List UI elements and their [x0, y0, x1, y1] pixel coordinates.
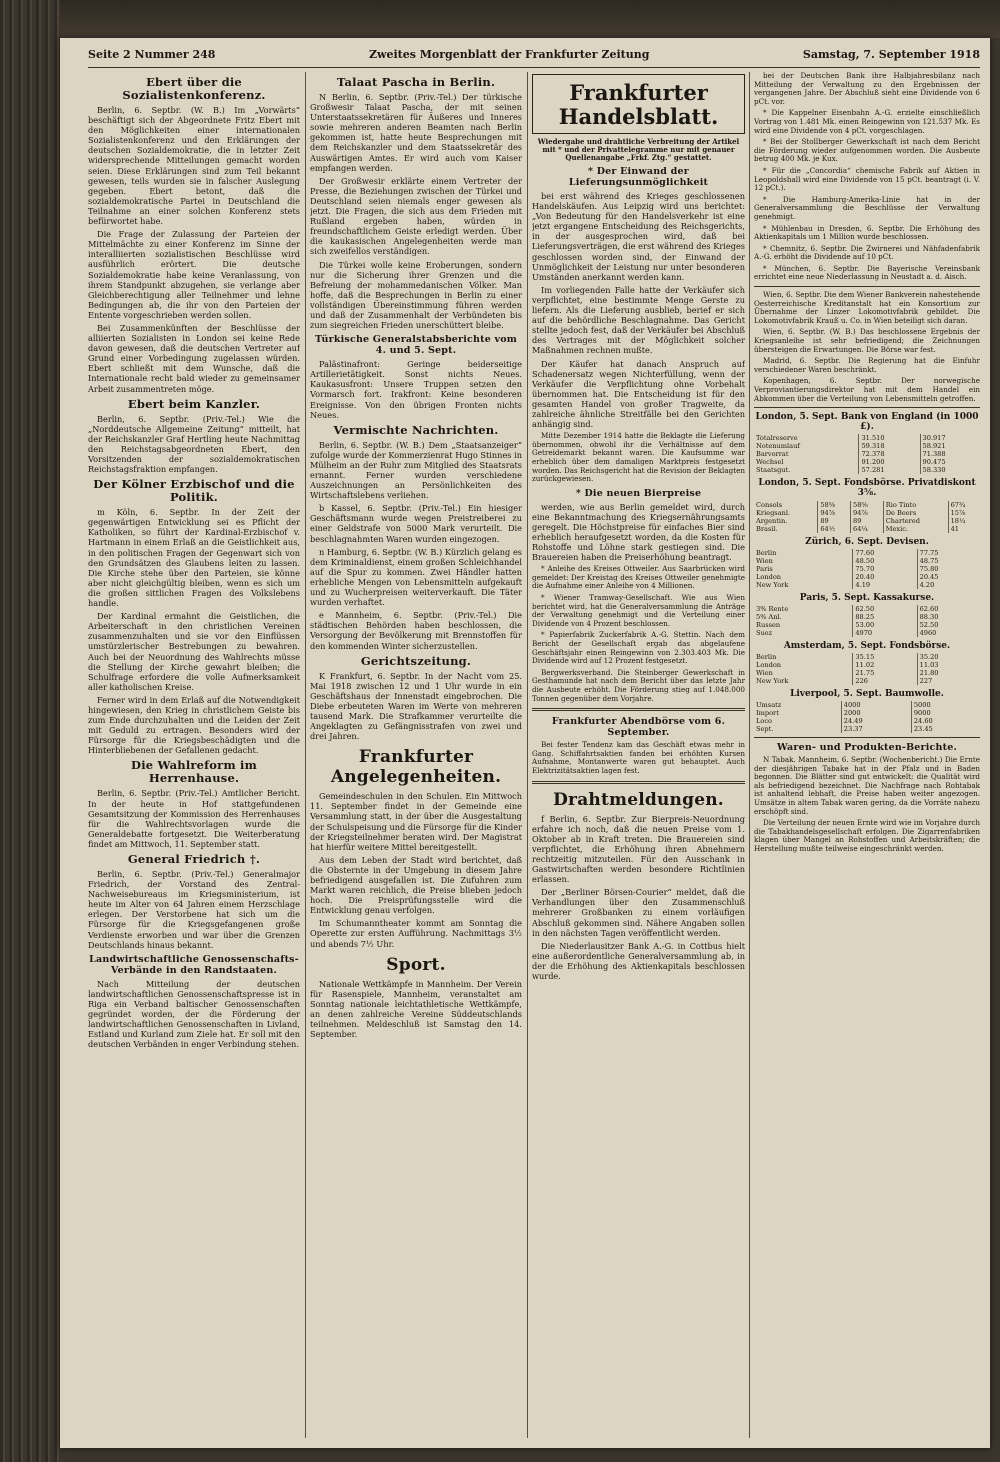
market-cell: 48.75 [919, 556, 939, 565]
market-cell: Loco [754, 717, 841, 725]
market-cell: 2000 [841, 709, 911, 717]
article-heading: Frankfurter Abendbörse vom 6. September. [551, 716, 726, 739]
market-cell: 30.917 [922, 434, 946, 443]
market-row [754, 501, 980, 509]
market-cell: 89 [851, 517, 884, 525]
article-paragraph: bei erst während des Krieges geschlossenen Handelskäufen. Aus Leipzig wird uns berichtet: „Von Bedeutung für den Handelsverkehr ist eine jetzt ergangene Entscheidung des Reichsgerichts, in der ausgesprochen wird, daß bei Lieferungsverträgen, die erst während des Krieges geschlossen worden sind, der Einwand der Unmöglichkeit der Leistung nur unter besonderen Umständen anerkannt werden kann. [532, 191, 745, 282]
market-cell: 89 [818, 517, 851, 525]
masthead-note: Wiedergabe und drahtliche Verbreitung der Artikel mit * und der Privattelegramme nur mit genauer Quellenangabe „Frkf. Ztg.“ gestattet. [537, 137, 740, 162]
market-cell: London [754, 573, 853, 581]
market-row [754, 581, 980, 589]
market-row [754, 653, 980, 661]
market-cell: 4.20 [919, 580, 935, 589]
market-cell: 5000 [913, 700, 931, 709]
market-cell: 58⅝ [818, 501, 851, 509]
article-paragraph: Aus dem Leben der Stadt wird berichtet, daß die Obsternte in der Umgebung in diesem Jahre befriedigend ausgefallen ist. Die Zufuhren zum Markt waren reichlich, die Preise blieben jedoch hoch. Die Preisprüfungsstelle wird die Entwicklung genau verfolgen. [310, 854, 522, 916]
header-edition: Zweites Morgenblatt der Frankfurter Zeitung [368, 47, 650, 61]
market-cell: 35.15 [853, 653, 917, 661]
article-heading: * Die neuen Bierpreise [575, 487, 702, 499]
column-1 [88, 72, 300, 1438]
market-cell: 88.30 [919, 612, 939, 621]
market-cell: 59.318 [859, 442, 920, 450]
article-paragraph: * München, 6. Septbr. Die Bayerische Vereinsbank errichtet eine neue Niederlassung in Neustadt a. d. Aisch. [754, 263, 980, 282]
market-cell: De Beers [883, 509, 948, 517]
article-paragraph: Nationale Wettkämpfe in Mannheim. Der Verein für Rasenspiele, Mannheim, veranstaltet am Sonntag nationale leichtathletische Wettkämpfe, an denen zahlreiche Vereine Süddeutschlands teilnehmen. Meldeschluß ist Samstag den 14. September. [310, 978, 522, 1040]
market-cell: Paris [754, 565, 853, 573]
market-cell: Chartered [883, 517, 948, 525]
header-page-number: Seite 2 Nummer 248 [88, 47, 216, 61]
market-row [754, 458, 980, 466]
article-paragraph: Berlin, 6. Septbr. (W. B.) Dem „Staatsanzeiger“ zufolge wurde der Kommerzienrat Hugo Stinnes in Mülheim an der Ruhr zum Mitglied des Staatsrats ernannt. Ferner wurden verschiedene Auszeichnungen an Persönlichkeiten des Wirtschaftslebens verliehen. [310, 439, 522, 501]
market-cell: New York [754, 677, 853, 685]
article-paragraph: Der „Berliner Börsen-Courier“ meldet, daß die Verhandlungen über den Zusammenschluß mehrerer Großbanken zu einem vorläufigen Abschluß gekommen sind. Nähere Angaben sollen in den nächsten Tagen veröffentlicht werden. [532, 887, 745, 938]
market-cell: 72.378 [859, 450, 920, 458]
article-paragraph: f Berlin, 6. Septbr. Zur Bierpreis-Neuordnung erfahre ich noch, daß die neuen Preise vom 1. Oktober ab in Kraft treten. Die Brauereien sind verpflichtet, die Erhöhung ihren Abnehmern rechtzeitig mitzuteilen. Für den Ausschank in Gastwirtschaften werden besondere Richtlinien erlassen. [532, 813, 745, 885]
article-heading: Ebert über die Sozialistenkonferenz. [122, 75, 266, 102]
page-edge-top [60, 0, 1000, 38]
market-cell: Wien [754, 557, 853, 565]
section-divider [532, 708, 745, 711]
article-heading: Talaat Pascha in Berlin. [336, 75, 496, 89]
section-masthead: Frankfurter Handelsblatt. [532, 74, 745, 134]
market-cell: 20.40 [853, 573, 917, 581]
market-cell: Import [754, 709, 841, 717]
market-cell: 53.00 [853, 621, 917, 629]
market-cell: 18¼ [950, 516, 966, 525]
market-cell: 226 [853, 677, 917, 685]
market-cell: 64½ [818, 525, 851, 533]
market-row [754, 629, 980, 637]
section-divider [754, 407, 980, 408]
market-cell: 4.19 [853, 581, 917, 589]
market-cell: 4000 [841, 701, 911, 709]
market-cell: Sept. [754, 725, 841, 733]
market-row [754, 621, 980, 629]
article-paragraph: * Papierfabrik Zuckerfabrik A.-G. Stettin. Nach dem Bericht der Gesellschaft ergab das abgelaufene Geschäftsjahr einen Reingewinn von 2.303.403 Mk. Die Dividende wird auf 12 Prozent festgesetzt. [532, 630, 745, 666]
article-heading: General Friedrich †. [127, 852, 261, 866]
market-cell: 15⅞ [950, 508, 966, 517]
market-cell: Consols [754, 501, 818, 509]
article-heading: Die Wahlreform im Herrenhause. [131, 758, 257, 786]
article-paragraph: Die Verteilung der neuen Ernte wird wie im Vorjahre durch die Tabakhandelsgesellschaft erfolgen. Die Zigarrenfabriken klagen über Mangel an Rohstoffen und Arbeitskräften; die Herstellung mußte teilweise eingeschränkt werden. [754, 818, 980, 853]
article-paragraph: N Tabak. Mannheim, 6. Septbr. (Wochenbericht.) Die Ernte der diesjährigen Tabake hat in der Pfalz und in Baden begonnen. Die Blätter sind gut entwickelt; die Qualität wird als befriedigend bezeichnet. Die Nachfrage nach Rohtabak ist anhaltend lebhaft, die Preise haben weiter angezogen. Umsätze in altem Tabak waren gering, da die Vorräte nahezu erschöpft sind. [754, 754, 980, 816]
market-row [754, 709, 980, 717]
market-row [754, 517, 980, 525]
article-heading: Drahtmeldungen. [553, 789, 724, 810]
market-cell: 58.330 [922, 466, 946, 475]
market-row [754, 725, 980, 733]
article-paragraph: Berlin, 6. Septbr. (W. B.) Im „Vorwärts“ beschäftigt sich der Abgeordnete Fritz Ebert mit den Möglichkeiten einer internationalen Sozialistenkonferenz und den Erklärungen der deutschen Sozialdemokratie, die in letzter Zeit widersprechende Mitteilungen gemacht worden seien. Diese Erklärungen sind zum Teil bekannt gewesen, teils wurden sie in falscher Auslegung gegeben. Ebert betont, daß die sozialdemokratische Partei in Deutschland die Teilnahme an einer solchen Konferenz stets befürwortet habe. [88, 105, 300, 227]
article-paragraph: Gemeindeschulen in den Schulen. Ein Mittwoch 11. September findet in der Gemeinde eine Versammlung statt, in der über die Ausgestaltung der Schulspeisung und die Fürsorge für die Kinder der Kriegsteilnehmer beraten wird. Der Magistrat hat hierfür weitere Mittel bereitgestellt. [310, 791, 522, 852]
article-heading: Ebert beim Kanzler. [127, 396, 261, 411]
market-cell: Staatsgut. [754, 466, 859, 474]
article-paragraph: Der Käufer hat danach Anspruch auf Schadenersatz wegen Nichterfüllung, wenn der Verkäufer die Verpflichtung ohne Vorbehalt übernommen hat. Die Entscheidung ist für den gesamten Handel von großer Tragweite, da zahlreiche ähnliche Streitfälle bei den Gerichten anhängig sind. [532, 358, 745, 430]
running-head [88, 44, 980, 68]
market-cell: Brasil. [754, 525, 818, 533]
market-table-title: Liverpool, 5. Sept. Baumwolle. [790, 688, 944, 699]
market-table-title: Amsterdam, 5. Sept. Fondsbörse. [783, 640, 951, 651]
market-cell: Berlin [754, 653, 853, 661]
article-paragraph: Mitte Dezember 1914 hatte die Beklagte die Lieferung übernommen, obwohl ihr die Verhältnisse auf dem Getreidemarkt bekannt waren. Die Kaufsumme war erheblich über dem damaligen Marktpreis festgesetzt worden. Das Reichsgericht hat die Revision der Beklagten zurückgewiesen. [532, 431, 745, 484]
market-cell: Wechsel [754, 458, 859, 466]
market-cell: 58⅝ [851, 501, 884, 509]
market-table-title: Paris, 5. Sept. Kassakurse. [799, 592, 935, 603]
article-heading: Türkische Generalstabsberichte vom 4. und 5. Sept. [314, 334, 518, 357]
market-cell: Rio Tinto [883, 501, 948, 509]
column-2 [310, 72, 522, 1438]
market-cell: Notenumlauf [754, 442, 859, 450]
market-cell: 58.921 [922, 442, 946, 451]
market-row [754, 669, 980, 677]
newspaper-page [60, 38, 990, 1448]
article-heading: Vermischte Nachrichten. [333, 422, 499, 437]
market-cell: 94⅞ [851, 509, 884, 517]
market-table [754, 653, 980, 685]
column-rule [749, 72, 750, 1438]
market-cell: 31.510 [859, 434, 920, 442]
article-heading: Frankfurter Angelegenheiten. [330, 747, 502, 788]
market-row [754, 677, 980, 685]
article-paragraph: Wien, 6. Septbr. Die dem Wiener Bankverein nahestehende Oesterreichische Kreditanstalt hat ein Konsortium zur Übernahme der Linzer Lokomotivfabrik gebildet. Die Lokomotivfabrik Krauß u. Co. in Wien beteiligt sich daran. [754, 290, 980, 325]
column-4 [754, 72, 980, 1438]
market-table [754, 549, 980, 589]
market-cell: 21.80 [919, 668, 939, 677]
market-row [754, 509, 980, 517]
article-paragraph: Berlin, 6. Septbr. (Priv.-Tel.) Generalmajor Friedrich, der Vorstand des Zentral-Nachweisebureaus im Kriegsministerium, ist heute im Alter von 64 Jahren einem Herzschlage erlegen. Der Verstorbene hat sich um die Fürsorge für die Kriegsgefangenen große Verdienste erworben und war über die Grenzen Deutschlands hinaus bekannt. [88, 869, 300, 950]
article-paragraph: Kopenhagen, 6. Septbr. Der norwegische Verproviantierungsdirektor hat mit dem Handel ein Abkommen über die Verteilung von Lebensmitteln getroffen. [754, 376, 980, 403]
market-cell: 23.37 [841, 725, 911, 733]
market-cell: Barvorrat [754, 450, 859, 458]
article-paragraph: * Anleihe des Kreises Ottweiler. Aus Saarbrücken wird gemeldet: Der Kreistag des Kreises Ottweiler genehmigte die Aufnahme einer Anleihe von 4 Millionen. [532, 564, 745, 591]
market-cell: London [754, 661, 853, 669]
market-table [754, 434, 980, 474]
article-paragraph: bei der Deutschen Bank ihre Halbjahresbilanz nach Mitteilung der Verwaltung zu den Ergebnissen der vergangenen Jahre. Der Abschluß sieht eine Dividende von 6 pCt. vor. [754, 72, 980, 106]
article-paragraph: Bei Zusammenkünften der Beschlüsse der alliierten Sozialisten in London sei keine Rede davon gewesen, daß die deutschen Vertreter auf Grund einer Vorbedingung zugelassen würden. Ebert schließt mit dem Wunsche, daß die Internationale recht bald wieder zu gemeinsamer Arbeit zusammentreten möge. [88, 322, 300, 394]
article-paragraph: Berlin, 6. Septbr. (Priv.-Tel.) Amtlicher Bericht. In der heute in Hof stattgefundenen Gesamtsitzung der Kommission des Herrenhauses für die Wahlrechtsvorlagen wurde die Generaldebatte fortgesetzt. Die Weiterberatung findet am Mittwoch, 11. September statt. [88, 788, 300, 849]
article-heading: Waren- und Produkten-Berichte. [777, 741, 957, 753]
article-paragraph: K Frankfurt, 6. Septbr. In der Nacht vom 25. Mai 1918 zwischen 12 und 1 Uhr wurde in ein Geschäftshaus der Innenstadt eingebrochen. Die Diebe erbeuteten Waren im Werte von mehreren tausend Mark. Die Strafkammer verurteilte die Angeklagten zu Gefängnisstrafen von zwei und drei Jahren. [310, 670, 522, 742]
market-row [754, 573, 980, 581]
article-paragraph: * Bei der Stollberger Gewerkschaft ist nach dem Bericht die Förderung wieder aufgenommen worden. Die Ausbeute betrug 400 Mk. je Kux. [754, 137, 980, 164]
article-paragraph: Palästinafront: Geringe beiderseitige Artillerietätigkeit. Sonst nichts Neues. Kaukasusfront: Unsere Truppen setzen den Vormarsch fort. Irakfront: Keine besonderen Ereignisse. Von den übrigen Fronten nichts Neues. [310, 359, 522, 420]
market-cell: 3% Rente [754, 605, 853, 613]
market-row [754, 525, 980, 533]
market-table-title: London, 5. Sept. Bank von England (in 1000 £). [755, 412, 979, 433]
article-heading: Sport. [386, 954, 446, 975]
market-cell: Mexic. [883, 525, 948, 533]
market-cell: 67¾ [950, 500, 966, 509]
article-paragraph: n Hamburg, 6. Septbr. (W. B.) Kürzlich gelang es dem Kriminaldienst, einem großen Schleichhandel auf die Spur zu kommen. Zwei Händler hatten erhebliche Mengen von Lebensmitteln aufgekauft und zu Wucherpreisen weiterverkauft. Die Täter wurden verhaftet. [310, 546, 522, 608]
article-paragraph: b Kassel, 6. Septbr. (Priv.-Tel.) Ein hiesiger Geschäftsmann wurde wegen Preistreiberei zu einer Geldstrafe von 5000 Mark verurteilt. Die beschlagnahmten Waren wurden eingezogen. [310, 503, 522, 544]
market-row [754, 605, 980, 613]
market-cell: 21.75 [853, 669, 917, 677]
market-row [754, 549, 980, 557]
market-cell: 71.388 [922, 450, 946, 459]
market-row [754, 442, 980, 450]
header-date: Samstag, 7. September 1918 [802, 47, 980, 61]
page-edge-left [0, 0, 60, 1462]
article-paragraph: Die Türkei wolle keine Eroberungen, sondern nur die Sicherung ihrer Grenzen und die Befreiung der mohammedanischen Völker. Man hoffe, daß die Besprechungen in Berlin zu einer vollständigen Übereinstimmung führen werden und daß der Zusammenhalt der Verbündeten bis zum siegreichen Frieden unerschüttert bleibe. [310, 259, 522, 331]
market-row [754, 557, 980, 565]
market-cell: 227 [919, 676, 933, 685]
section-divider [532, 781, 745, 784]
column-3 [532, 72, 745, 1438]
article-paragraph: Madrid, 6. Septbr. Die Regierung hat die Einfuhr verschiedener Waren beschränkt. [754, 356, 980, 374]
market-row [754, 565, 980, 573]
market-cell: 48.50 [853, 557, 917, 565]
article-heading: Der Kölner Erzbischof und die Politik. [93, 477, 295, 505]
market-cell: New York [754, 581, 853, 589]
article-paragraph: * Die Kappelner Eisenbahn A.-G. erzielte einschließlich Vortrag von 1.481 Mk. einen Reingewinn von 121.537 Mk. Es wird eine Dividende von 4 pCt. vorgeschlagen. [754, 108, 980, 135]
market-table-title: Zürich, 6. Sept. Devisen. [805, 536, 929, 547]
market-cell: 9000 [913, 708, 931, 717]
market-cell: Kriegsanl. [754, 509, 818, 517]
market-cell: 35.20 [919, 652, 939, 661]
market-cell: 24.60 [913, 716, 933, 725]
market-cell: 24.49 [841, 717, 911, 725]
article-paragraph: Ferner wird in dem Erlaß auf die Notwendigkeit hingewiesen, den Krieg in christlichem Geiste bis zum Ende durchzuhalten und die Leiden der Zeit mit Geduld zu ertragen. Besonders wird der Fürsorge für die Kriegsbeschädigten und die Hinterbliebenen der Gefallenen gedacht. [88, 694, 300, 756]
section-divider [754, 737, 980, 738]
article-paragraph: * Mühlenbau in Dresden, 6. Septbr. Die Erhöhung des Aktienkapitals um 1 Million wurde beschlossen. [754, 223, 980, 242]
market-cell: 5% Anl. [754, 613, 853, 621]
market-cell: 77.60 [853, 549, 917, 557]
market-row [754, 717, 980, 725]
article-paragraph: N Berlin, 6. Septbr. (Priv.-Tel.) Der türkische Großwesir Talaat Pascha, der mit seinen Unterstaatssekretären für Äußeres und Inneres sowie mehreren anderen Beamten nach Berlin gekommen ist, hatte heute Besprechungen mit dem Reichskanzler und dem Staatssekretär des Auswärtigen Amtes. Er wird auch vom Kaiser empfangen werden. [310, 92, 522, 173]
market-cell: 77.75 [919, 548, 939, 557]
market-cell: 90.475 [922, 458, 946, 467]
section-divider [754, 286, 980, 287]
article-paragraph: Im vorliegenden Falle hatte der Verkäufer sich verpflichtet, eine bestimmte Menge Gerste zu liefern. Als die Lieferung ausblieb, berief er sich auf die behördliche Beschlagnahme. Das Gericht stellte jedoch fest, daß der Verkäufer bei Abschluß des Vertrages mit der Möglichkeit solcher Maßnahmen rechnen mußte. [532, 284, 745, 356]
market-cell: Argentin. [754, 517, 818, 525]
market-cell: Berlin [754, 549, 853, 557]
market-cell: 94⅞ [818, 509, 851, 517]
article-paragraph: * Wiener Tramway-Gesellschaft. Wie aus Wien berichtet wird, hat die Generalversammlung die Anträge der Verwaltung genehmigt und die Verteilung einer Dividende von 4 Prozent beschlossen. [532, 593, 745, 628]
market-cell: 20.45 [919, 572, 939, 581]
market-cell: 4960 [919, 628, 937, 637]
market-table [754, 701, 980, 733]
article-paragraph: Der Kardinal ermahnt die Geistlichen, die Arbeiterschaft in den christlichen Vereinen zusammenzuhalten und sie vor den Einflüssen umstürzlerischer Bestrebungen zu bewahren. Auch bei der Neuordnung des Wahlrechts müsse die Stellung der Kirche gewahrt bleiben; die Schulfrage erfordere die volle Aufmerksamkeit aller katholischen Kreise. [88, 611, 300, 692]
article-paragraph: Der Großwesir erklärte einem Vertreter der Presse, die Beziehungen zwischen der Türkei und Deutschland seien niemals enger gewesen als jetzt. Die Fragen, die sich aus dem Frieden mit Rußland ergeben haben, würden in freundschaftlichem Geiste erledigt werden. Über die kaukasischen Angelegenheiten werde man sich zweifellos verständigen. [310, 175, 522, 257]
market-cell: 41 [950, 524, 959, 533]
column-rule [527, 72, 528, 1438]
market-row [754, 613, 980, 621]
article-paragraph: Wien, 6. Septbr. (W. B.) Das beschlossene Ergebnis der Kriegsanleihe ist sehr befriedigend; die Zeichnungen übersteigen die Erwartungen. Die Börse war fest. [754, 327, 980, 354]
market-cell: Totalreserve [754, 434, 859, 442]
market-cell: Russen [754, 621, 853, 629]
article-heading: Landwirtschaftliche Genossenschafts-Verbände in den Randstaaten. [89, 953, 299, 976]
market-cell: 52.50 [919, 620, 939, 629]
market-cell: 11.03 [919, 660, 939, 669]
market-cell: 57.281 [859, 466, 920, 474]
market-cell: 64¼ [851, 525, 884, 533]
market-table-title: London, 5. Sept. Fondsbörse. Privatdiskont 3⅝. [758, 478, 976, 499]
market-cell: 23.45 [913, 724, 933, 733]
article-paragraph: werden, wie aus Berlin gemeldet wird, durch eine Bekanntmachung des Kriegsernährungsamts geregelt. Die Höchstpreise für einfaches Bier sind erheblich heraufgesetzt worden, da die Kosten für Rohstoffe und Löhne stark gestiegen sind. Die Brauereien haben die Preiserhöhung beantragt. [532, 501, 745, 563]
market-row [754, 661, 980, 669]
article-paragraph: Berlin, 6. Septbr. (Priv.-Tel.) Wie die „Norddeutsche Allgemeine Zeitung“ mitteilt, hat der Reichskanzler Graf Hertling heute Nachmittag den Reichstagsabgeordneten Ebert, den Vorsitzenden der sozialdemokratischen Reichstagsfraktion empfangen. [88, 413, 300, 475]
market-row [754, 434, 980, 442]
market-row [754, 701, 980, 709]
market-cell: 4970 [853, 629, 917, 637]
article-paragraph: Die Niederlausitzer Bank A.-G. in Cottbus hielt eine außerordentliche Generalversammlung ab, in der die Erhöhung des Aktienkapitals beschlossen wurde. [532, 940, 745, 981]
article-heading: Gerichtszeitung. [360, 653, 472, 668]
market-cell: Umsatz [754, 701, 841, 709]
market-cell: 62.50 [853, 605, 917, 613]
market-cell: Wien [754, 669, 853, 677]
market-cell: Suez [754, 629, 853, 637]
article-paragraph: Im Schumanntheater kommt am Sonntag die Operette zur ersten Aufführung. Nachmittags 3½ und abends 7½ Uhr. [310, 918, 522, 949]
column-rule [305, 72, 306, 1438]
market-row [754, 450, 980, 458]
article-paragraph: Bergwerksverband. Die Steinberger Gewerkschaft in Gesthamunde hat nach dem Bericht über das letzte Jahr die Ausbeute erhöht. Die Förderung stieg auf 1.048.000 Tonnen gegenüber dem Vorjahre. [532, 667, 745, 703]
market-cell: 88.25 [853, 613, 917, 621]
article-paragraph: * Die Hamburg-Amerika-Linie hat in der Generalversammlung die Beschlüsse der Verwaltung genehmigt. [754, 194, 980, 221]
article-paragraph: * Für die „Concordia“ chemische Fabrik auf Aktien in Leopoldshall wird eine Dividende von 15 pCt. beantragt (i. V. 12 pCt.). [754, 165, 980, 193]
article-paragraph: Nach Mitteilung der deutschen landwirtschaftlichen Genossenschaftspresse ist in Riga ein Verband baltischer Genossenschaften gegründet worden, der die Förderung der landwirtschaftlichen Genossenschaften in Livland, Estland und Kurland zum Ziele hat. Er soll mit den deutschen Verbänden in enger Verbindung stehen. [88, 978, 300, 1050]
market-cell: 11.02 [853, 661, 917, 669]
market-row [754, 466, 980, 474]
article-heading: * Der Einwand der Lieferungsunmöglichkeit [568, 166, 709, 188]
article-paragraph: m Köln, 6. Septbr. In der Zeit der gegenwärtigen Entwicklung sei es Pflicht der Katholiken, so führt der Kardinal-Erzbischof v. Hartmann in einem Erlaß an die Geistlichkeit aus, in den politischen Fragen der Gegenwart sich von den Grundsätzen des Glaubens leiten zu lassen. Die Kirche stehe über den Parteien, sie könne aber nicht gleichgültig bleiben, wenn es sich um die großen sittlichen Fragen des Volkslebens handle. [88, 507, 300, 609]
article-paragraph: Die Frage der Zulassung der Parteien der Mittelmächte zu einer Konferenz im Sinne der interalliierten sozialistischen Beschlüsse wird ausführlich erörtert. Die deutsche Sozialdemokratie habe keine Veranlassung, von ihrem Standpunkt abzugehen, sie verlange aber Gleichberechtigung aller Teilnehmer und lehne Bedingungen ab, die ihr von den Parteien der Entente vorgeschrieben werden sollen. [88, 229, 300, 320]
article-paragraph: e Mannheim, 6. Septbr. (Priv.-Tel.) Die städtischen Behörden haben beschlossen, die Versorgung der Bevölkerung mit Brennstoffen für den kommenden Winter sicherzustellen. [310, 610, 522, 651]
market-cell: 75.70 [853, 565, 917, 573]
market-cell: 75.80 [919, 564, 939, 573]
market-table [754, 605, 980, 637]
article-paragraph: Bei fester Tendenz kam das Geschäft etwas mehr in Gang. Schiffahrtsaktien fanden bei erhöhten Kursen Aufnahme, Montanwerte waren gut behauptet. Auch Elektrizitätsaktien lagen fest. [532, 740, 745, 775]
market-cell: 62.60 [919, 604, 939, 613]
market-table [754, 501, 980, 533]
article-paragraph: * Chemnitz, 6. Septbr. Die Zwirnerei und Nähfadenfabrik A.-G. erhöht die Dividende auf 10 pCt. [754, 243, 980, 262]
market-cell: 91.200 [859, 458, 920, 466]
